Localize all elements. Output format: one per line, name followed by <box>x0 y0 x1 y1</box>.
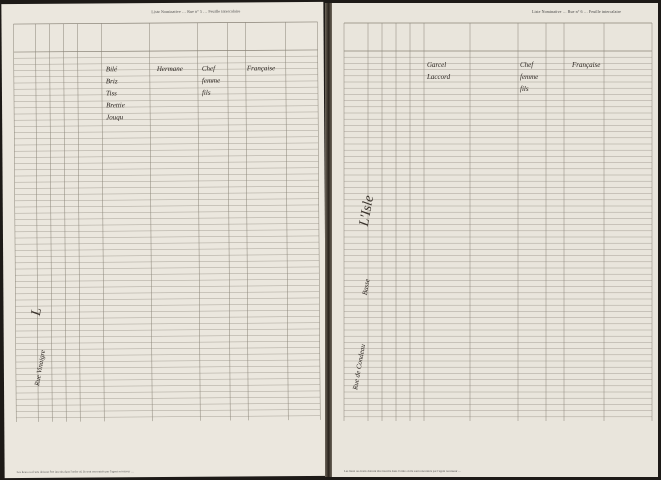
grid-row-line <box>14 50 318 52</box>
right-margin-note-3: Rue de Condeau <box>351 343 368 391</box>
right-margin-note-2: Basse <box>360 278 372 296</box>
right-entry-1: Garcel <box>427 61 447 69</box>
right-entry-6: Française <box>572 61 601 69</box>
grid-row-line <box>16 410 320 412</box>
grid-row-line <box>16 366 320 368</box>
grid-column-line <box>63 24 66 422</box>
grid-row-line <box>16 354 320 356</box>
left-footnote: Les lieux ou écarts doivent être inscrits dans l'ordre où ils sont rencontrés par l'agent recenseur … <box>16 469 134 475</box>
left-ruled-grid <box>1 2 326 478</box>
grid-row-line <box>14 87 318 89</box>
right-footnote: Les lieux ou écarts doivent être inscrits dans l'ordre où ils sont rencontrés par l'agent recenseur … <box>344 469 462 473</box>
grid-row-line <box>15 273 319 275</box>
grid-row-line <box>14 75 318 77</box>
grid-row-line <box>15 286 319 288</box>
grid-row-line <box>15 168 319 170</box>
grid-row-line <box>14 162 318 164</box>
left-entry-7: Chef <box>201 64 216 73</box>
grid-row-line <box>16 317 320 319</box>
grid-row-line <box>14 106 318 108</box>
grid-column-line <box>285 22 288 420</box>
grid-column-line <box>101 23 104 421</box>
grid-row-line <box>14 56 318 58</box>
grid-row-line <box>14 131 318 133</box>
grid-row-line <box>15 205 319 207</box>
grid-row-line <box>15 304 319 306</box>
left-entry-1: Bilé <box>105 65 118 74</box>
right-page <box>332 3 658 477</box>
left-entry-5: Jouqu <box>106 113 124 122</box>
grid-row-line <box>15 267 319 269</box>
right-page-header: Liste Nominative … Rue n° 6 … Feuille intercalaire <box>532 9 622 14</box>
grid-row-line <box>15 261 319 263</box>
left-margin-note-2: Rue Vinaigre <box>33 349 48 387</box>
left-entry-6: Hermane <box>156 64 183 74</box>
grid-row-line <box>14 81 318 83</box>
grid-row-line <box>14 137 318 139</box>
grid-row-line <box>14 155 318 157</box>
left-margin-note-1: L <box>28 306 45 317</box>
grid-row-line <box>16 341 320 343</box>
right-entry-5: fils <box>520 85 529 93</box>
right-ruled-grid <box>332 3 658 477</box>
grid-column-line <box>245 22 248 420</box>
right-margin-note-1: L'Isle <box>356 194 378 228</box>
left-entry-8: femme <box>201 76 221 85</box>
grid-row-line <box>16 403 320 405</box>
grid-row-line <box>16 329 320 331</box>
grid-row-line <box>16 323 320 325</box>
grid-row-line <box>15 224 319 226</box>
grid-column-line <box>317 22 320 420</box>
left-entry-2: Briz <box>105 77 118 86</box>
grid-row-line <box>15 292 319 294</box>
grid-row-line <box>15 236 319 238</box>
grid-row-line <box>16 335 320 337</box>
grid-row-line <box>15 180 319 182</box>
left-entry-9: fils <box>201 88 211 97</box>
left-entry-4: Brettie <box>106 101 125 110</box>
grid-column-line <box>77 24 80 422</box>
left-page <box>1 2 326 478</box>
grid-column-line <box>13 24 16 422</box>
grid-row-line <box>13 22 317 24</box>
grid-row-line <box>15 248 319 250</box>
grid-row-line <box>16 348 320 350</box>
grid-column-line <box>227 23 230 421</box>
grid-row-line <box>16 379 320 381</box>
right-entry-3: Chef <box>520 61 534 69</box>
grid-row-line <box>16 310 320 312</box>
grid-row-line <box>16 391 320 393</box>
grid-row-line <box>14 118 318 120</box>
grid-row-line <box>16 385 320 387</box>
grid-column-line <box>149 23 152 421</box>
grid-row-line <box>15 186 319 188</box>
grid-row-line <box>15 211 319 213</box>
grid-row-line <box>15 242 319 244</box>
left-page-header: Liste Nominative … Rue n° 5 … Feuille intercalaire <box>151 8 241 15</box>
grid-row-line <box>14 100 318 102</box>
grid-row-line <box>15 193 319 195</box>
grid-column-line <box>197 23 200 421</box>
grid-row-line <box>14 93 318 95</box>
grid-row-line <box>16 397 320 399</box>
grid-row-line <box>15 199 319 201</box>
grid-row-line <box>14 112 318 114</box>
binding-gutter <box>325 3 332 477</box>
census-register-spread <box>3 3 658 477</box>
grid-row-line <box>15 230 319 232</box>
grid-row-line <box>15 217 319 219</box>
grid-row-line <box>16 372 320 374</box>
grid-column-line <box>49 24 52 422</box>
grid-row-line <box>14 124 318 126</box>
grid-row-line <box>15 174 319 176</box>
grid-row-line <box>15 255 319 257</box>
grid-row-line <box>14 143 318 145</box>
grid-row-line <box>15 279 319 281</box>
grid-row-line <box>16 360 320 362</box>
right-entry-2: Laccord <box>427 73 451 81</box>
grid-row-line <box>14 149 318 151</box>
left-entry-3: Tiss <box>105 89 117 98</box>
right-entry-4: femme <box>520 73 539 81</box>
left-entry-10: Française <box>246 64 276 73</box>
grid-row-line <box>16 416 320 418</box>
grid-row-line <box>15 298 319 300</box>
